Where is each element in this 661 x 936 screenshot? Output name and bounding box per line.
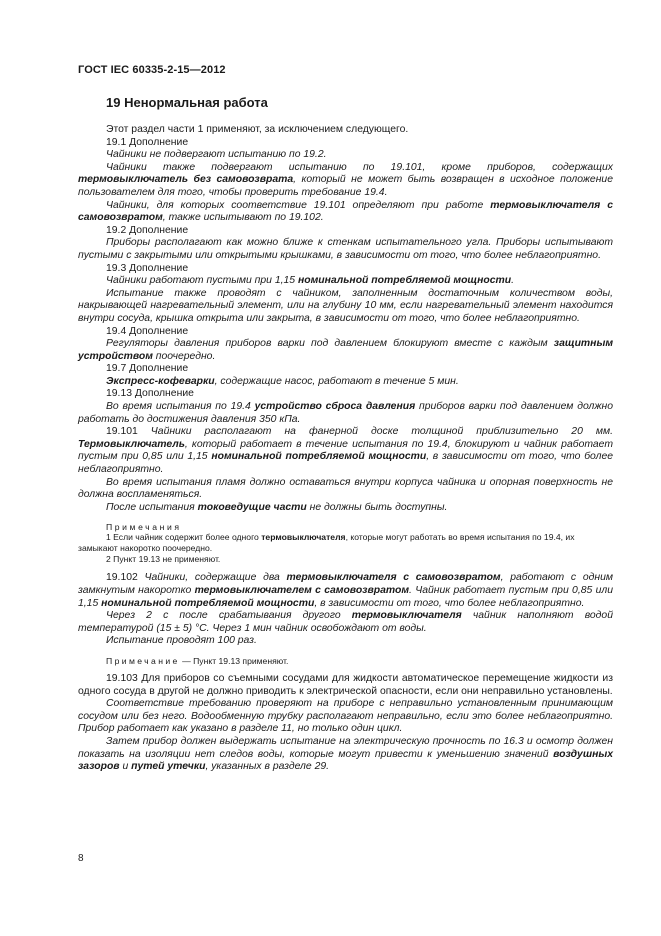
clause-19-103-p1: 19.103 Для приборов со съемными сосудами для жидкости автоматическое перемещение жидкости из одного сосуда в другой не должно приводить к электрической опасности, если они неправильно установлены. [78,672,613,697]
clause-19-2-p1: Приборы располагают как можно ближе к стенкам испытательного угла. Приборы испытывают пустыми с закрытыми или открытыми крышками, в зависимости от того, что более неблагоприятно. [78,237,613,261]
note-1: 1 Если чайник содержит более одного термовыключателя, которые могут работать во время испытания по 19.4, их замыкают накоротко поочередно. [78,532,575,554]
clause-19-13-p1: Во время испытания по 19.4 устройство сброса давления приборов варки под давлением должно работать до достижения давления 350 кПа. [78,401,614,425]
intro-paragraph: Этот раздел части 1 применяют, за исключением следующего. [106,124,409,135]
clause-19-7-p1: Экспресс-кофеварки, содержащие насос, работают в течение 5 мин. [106,375,459,387]
page-number: 8 [78,853,84,864]
section-body [78,124,613,774]
clause-19-101-p3: После испытания токоведущие части не должны быть доступны. [106,501,448,513]
clause-19-103-p3: Затем прибор должен выдержать испытание на электрическую прочность по 16.3 и осмотр должен показать на изоляции нет следов воды, которые могут привести к уменьшению значений воздушных зазоров и путей утечки, указанных в разделе 29. [78,735,613,773]
clause-19-1-p2: Чайники также подвергают испытанию по 19.101, кроме приборов, содержащих термовыключатель без самовозврата, который не может быть возвращен в исходное положение пользователем для того, чтобы проверить требование 19.4. [78,161,613,198]
clause-19-101-p2: Во время испытания пламя должно оставаться внутри корпуса чайника и опорная поверхность не должна воспламеняться. [78,476,613,501]
clause-19-3-p2: Испытание также проводят с чайником, заполненным достаточным количеством воды, накрывающей нагревательный элемент, или на глубину 10 мм, если нагревательный элемент находится внутри сосуда, крышка открыта или закрыта, в зависимости от того, что более неблагоприятно. [78,287,613,324]
clause-19-102-p1: 19.102 Чайники, содержащие два термовыключателя с самовозвратом, работают с одним замкнутым накоротко термовыключателем с самовозвратом. Чайник работает пустым при 0,85 или 1,15 номинальной потребляемой мощности, в зависимости от того, что более неблагоприятно. [78,572,614,609]
clause-19-13-title: 19.13 Дополнение [106,388,194,400]
note-19-102: Примечание — Пункт 19.13 применяют. [106,655,289,666]
notes-heading: Примечания [106,522,182,533]
clause-19-1-p1: Чайники не подвергают испытанию по 19.2. [106,149,327,161]
clause-19-2-title: 19.2 Дополнение [106,224,189,236]
clause-19-3-title: 19.3 Дополнение [106,262,189,274]
clause-19-102-p3: Испытание проводят 100 раз. [106,635,257,647]
clause-19-3-p1: Чайники работают пустыми при 1,15 номинальной потребляемой мощности. [106,275,515,287]
note-2: 2 Пункт 19.13 не применяют. [106,554,221,565]
clause-19-4-p1: Регуляторы давления приборов варки под давлением блокируют вместе с каждым защитным устройством поочередно. [78,338,613,362]
clause-19-102-p2: Через 2 с после срабатывания другого термовыключателя чайник наполняют водой температурой (15 ± 5) °С. Через 1 мин чайник освобождают от воды. [78,610,613,634]
section-title: 19 Ненормальная работа [106,95,268,110]
clause-19-1-title: 19.1 Дополнение [106,136,189,148]
clause-19-101-p1: 19.101 Чайники располагают на фанерной доске толщиной приблизительно 20 мм. Термовыключатель, который работает в течение испытания по 19.4, блокируют и чайник работает пустым при 0,85 или 1,15 номинальной потребляемой мощности, в зависимости от того, что более неблагоприятно. [78,426,614,476]
standard-header: ГОСТ IEC 60335-2-15—2012 [78,64,226,76]
clause-19-4-title: 19.4 Дополнение [106,325,189,337]
clause-19-1-p3: Чайники, для которых соответствие 19.101 определяют при работе термовыключателя с самовозвратом, также испытывают по 19.102. [78,199,614,224]
clause-19-7-title: 19.7 Дополнение [106,363,189,375]
clause-19-103-p2: Соответствие требованию проверяют на приборе с неправильно установленным принимающим сосудом или без него. Водообменную трубку располагают неправильно, если это более неблагоприятно. Прибор работает как указано в разделе 11, но только один цикл. [78,698,613,735]
